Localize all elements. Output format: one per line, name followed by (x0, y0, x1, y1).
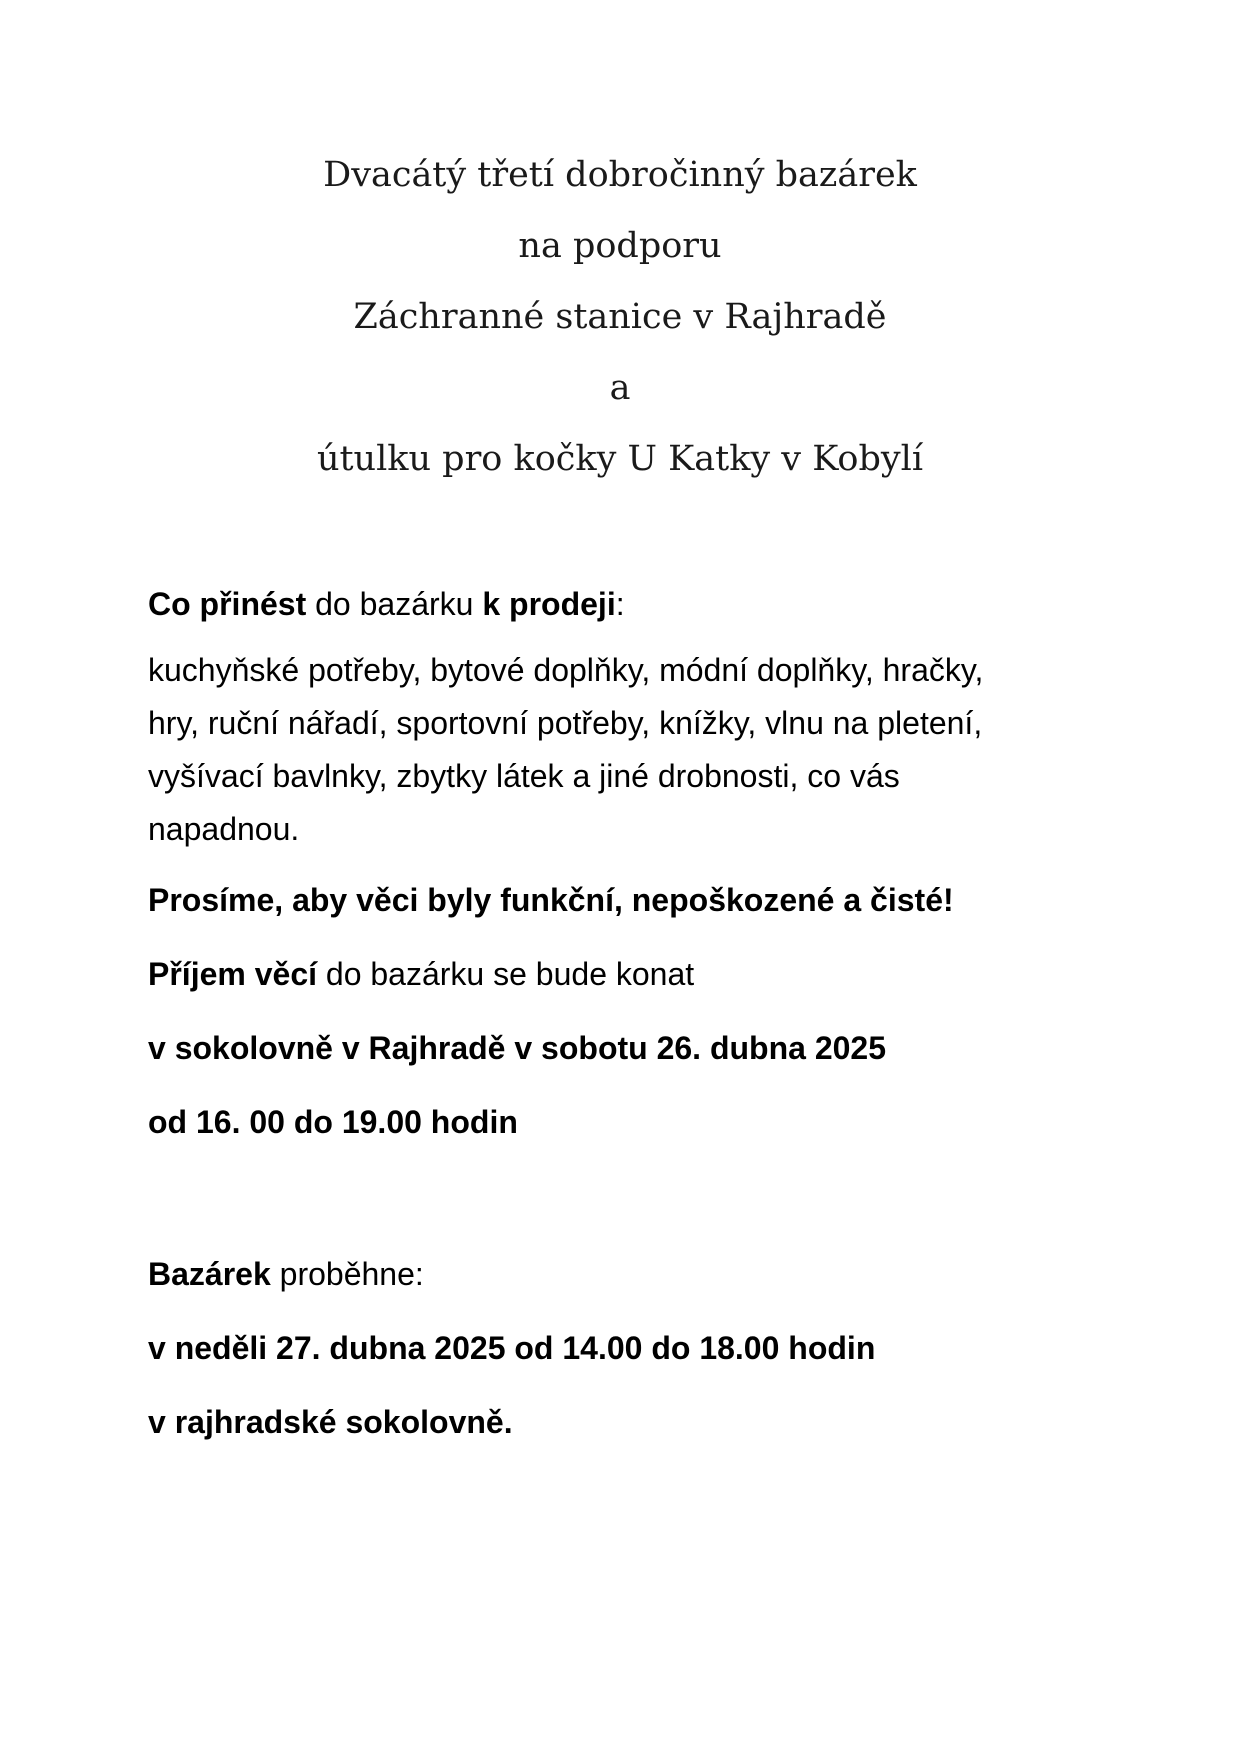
title-block (0, 140, 1240, 495)
title-line: Záchranné stanice v Rajhradě (353, 297, 887, 337)
intake-text: do bazárku se bude konat (317, 956, 695, 992)
title-line: útulku pro kočky U Katky v Kobylí (316, 439, 924, 479)
intake-place-date: v sokolovně v Rajhradě v sobotu 26. dubna 2025 (148, 1030, 887, 1066)
items-line: kuchyňské potřeby, bytové doplňky, módní doplňky, hračky, (148, 652, 984, 688)
items-paragraph (148, 644, 1118, 856)
colon: : (615, 586, 625, 622)
items-line: hry, ruční nářadí, sportovní potřeby, knížky, vlnu na pletení, (148, 705, 983, 741)
intake-time: od 16. 00 do 19.00 hodin (148, 1104, 518, 1140)
request-note: Prosíme, aby věci byly funkční, nepoškozené a čisté! (148, 882, 954, 918)
what-to-bring-bold: Co přinést (148, 586, 307, 622)
event-text: proběhne: (270, 1256, 424, 1292)
what-to-bring-text: do bazárku (306, 586, 483, 622)
event-date-time: v neděli 27. dubna 2025 od 14.00 do 18.00 hodin (148, 1330, 876, 1366)
event-place: v rajhradské sokolovně. (148, 1404, 513, 1440)
title-line: a (609, 368, 631, 408)
intake-heading (148, 954, 694, 994)
event-bold: Bazárek (148, 1256, 271, 1292)
items-line: vyšívací bavlnky, zbytky látek a jiné drobnosti, co vás (148, 758, 900, 794)
for-sale-bold: k prodeji (482, 586, 616, 622)
intake-bold: Příjem věcí (148, 956, 317, 992)
event-heading (148, 1254, 424, 1294)
title-line: na podporu (518, 226, 722, 266)
title-line: Dvacátý třetí dobročinný bazárek (323, 155, 917, 195)
items-line: napadnou. (148, 811, 300, 847)
what-to-bring-heading (148, 584, 625, 624)
